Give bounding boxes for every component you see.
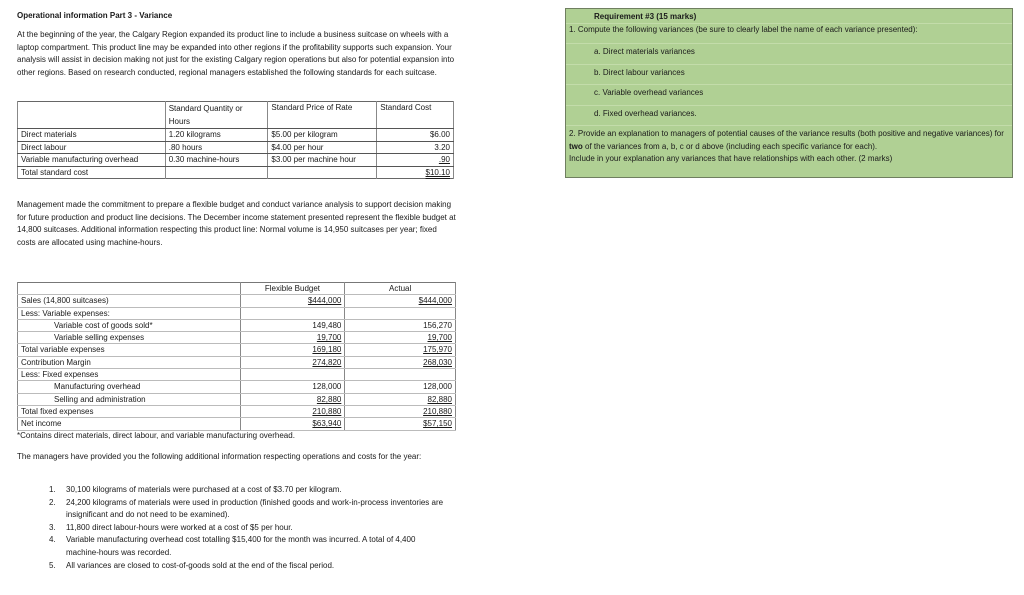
list-item	[49, 534, 449, 559]
requirement-item: d. Fixed overhead variances.	[566, 106, 1012, 127]
intro-paragraph: At the beginning of the year, the Calgary Region expanded its product line to include a business suitcase on wheels with a laptop compartment. This product line may be expanded into other regions if the profitability supports such expansion. Your analysis will assist in decision making not just for the existing Calgary region operations but also for potential expansion into other regions. Based on research conducted, regional managers established the following standards for each suitcase.	[17, 30, 455, 77]
list-number: 5.	[49, 560, 56, 570]
cell: $57,150	[345, 418, 456, 430]
cell: Net income	[18, 418, 241, 430]
cell	[345, 307, 456, 319]
cell: 1.20 kilograms	[165, 129, 268, 142]
table-row	[18, 166, 454, 179]
requirement-heading: Requirement #3 (15 marks)	[566, 9, 1012, 24]
list-item	[49, 484, 449, 497]
cell	[268, 166, 377, 179]
table-row	[18, 307, 456, 319]
cell: Sales (14,800 suitcases)	[18, 295, 241, 307]
header-cell: Flexible Budget	[240, 283, 345, 295]
table-row	[18, 369, 456, 381]
document-title: Operational information Part 3 - Variance	[17, 11, 173, 20]
cell: 19,700	[240, 332, 345, 344]
table-row	[18, 141, 454, 154]
cell	[240, 369, 345, 381]
cell: $10.10	[377, 166, 454, 179]
cell: Direct materials	[18, 129, 166, 142]
cell: Variable cost of goods sold*	[18, 319, 241, 331]
footnote: *Contains direct materials, direct labour, and variable manufacturing overhead.	[17, 431, 295, 440]
q2-text: Include in your explanation any variances that have relationships with each other. (2 marks)	[569, 154, 893, 163]
income-statement-table	[17, 282, 456, 431]
cell: $3.00 per machine hour	[268, 154, 377, 167]
list-item	[49, 560, 449, 573]
list-item	[49, 522, 449, 535]
list-number: 4.	[49, 535, 56, 545]
cell: Contribution Margin	[18, 356, 241, 368]
list-text: 30,100 kilograms of materials were purchased at a cost of $3.70 per kilogram.	[66, 485, 342, 494]
cell	[240, 307, 345, 319]
cell	[165, 166, 268, 179]
cell: Total standard cost	[18, 166, 166, 179]
cell: 128,000	[240, 381, 345, 393]
header-cell: Standard Cost	[377, 102, 454, 129]
cell: Direct labour	[18, 141, 166, 154]
table-row	[18, 356, 456, 368]
cell: .90	[377, 154, 454, 167]
list-item	[49, 497, 449, 522]
requirement-q1: 1. Compute the following variances (be sure to clearly label the name of each variance presented):	[566, 24, 1012, 44]
cell: $5.00 per kilogram	[268, 129, 377, 142]
q2-text: of the variances from a, b, c or d above (including each specific variance for each).	[582, 141, 878, 151]
cell: 268,030	[345, 356, 456, 368]
cell: 0.30 machine-hours	[165, 154, 268, 167]
cell: 169,180	[240, 344, 345, 356]
header-cell	[18, 283, 241, 295]
cell: .80 hours	[165, 141, 268, 154]
table-row	[18, 129, 454, 142]
requirement-box	[565, 8, 1013, 178]
list-text: 11,800 direct labour-hours were worked at a cost of $5 per hour.	[66, 522, 293, 532]
table-row	[18, 344, 456, 356]
q2-emphasis: two	[569, 141, 583, 151]
cell: 149,480	[240, 319, 345, 331]
requirement-item: b. Direct labour variances	[566, 65, 1012, 86]
list-number: 2.	[49, 497, 56, 507]
cell: 82,880	[240, 393, 345, 405]
table-row	[18, 319, 456, 331]
management-paragraph: Management made the commitment to prepare a flexible budget and conduct variance analysis to support decision making for future production and product line decisions. The December income statement presented represent the flexible budget at 14,800 suitcases. Additional information respecting this product line: Normal volume is 14,950 suitcases per year; fixed costs are allocated using machine-hours.	[17, 200, 456, 247]
cell: $6.00	[377, 129, 454, 142]
additional-info-list	[49, 484, 449, 572]
cell: Variable manufacturing overhead	[18, 154, 166, 167]
header-cell: Standard Price of Rate	[268, 102, 377, 129]
cell: Manufacturing overhead	[18, 381, 241, 393]
header-cell: Standard Quantity or Hours	[165, 102, 268, 129]
header-cell	[18, 102, 166, 129]
cell: 19,700	[345, 332, 456, 344]
cell: Selling and administration	[18, 393, 241, 405]
cell: 128,000	[345, 381, 456, 393]
cell: 274,820	[240, 356, 345, 368]
list-text: Variable manufacturing overhead cost totalling $15,400 for the month was incurred. A total of 4,400 machine-hours was recorded.	[66, 535, 416, 557]
table-row	[18, 295, 456, 307]
q2-text: 2. Provide an explanation to managers of potential causes of the variance results (both positive and negative variances) for	[569, 129, 1004, 138]
cell: 210,880	[240, 405, 345, 417]
cell: Less: Variable expenses:	[18, 307, 241, 319]
cell: Total variable expenses	[18, 344, 241, 356]
table-row	[18, 381, 456, 393]
cell: 82,880	[345, 393, 456, 405]
cell: 210,880	[345, 405, 456, 417]
list-number: 3.	[49, 522, 56, 532]
standards-table	[17, 101, 454, 179]
cell: Less: Fixed expenses	[18, 369, 241, 381]
cell: 156,270	[345, 319, 456, 331]
cell: $63,940	[240, 418, 345, 430]
cell: Variable selling expenses	[18, 332, 241, 344]
table-row	[18, 393, 456, 405]
list-text: 24,200 kilograms of materials were used in production (finished goods and work-in-process inventories are insignificant and do not need to be examined).	[66, 497, 444, 520]
table-row	[18, 332, 456, 344]
cell: $444,000	[345, 295, 456, 307]
additional-intro: The managers have provided you the following additional information respecting operations and costs for the year:	[17, 452, 422, 461]
table-row	[18, 405, 456, 417]
requirement-q2	[566, 126, 1012, 166]
header-cell: Actual	[345, 283, 456, 295]
cell: 3.20	[377, 141, 454, 154]
cell: $444,000	[240, 295, 345, 307]
table-row	[18, 418, 456, 430]
table-row	[18, 154, 454, 167]
list-text: All variances are closed to cost-of-goods sold at the end of the fiscal period.	[66, 560, 335, 570]
cell: 175,970	[345, 344, 456, 356]
cell	[345, 369, 456, 381]
list-number: 1.	[49, 485, 56, 494]
cell: $4.00 per hour	[268, 141, 377, 154]
table-header-row	[18, 102, 454, 129]
requirement-item: a. Direct materials variances	[566, 44, 1012, 65]
table-header-row	[18, 283, 456, 295]
requirement-item: c. Variable overhead variances	[566, 85, 1012, 106]
cell: Total fixed expenses	[18, 405, 241, 417]
